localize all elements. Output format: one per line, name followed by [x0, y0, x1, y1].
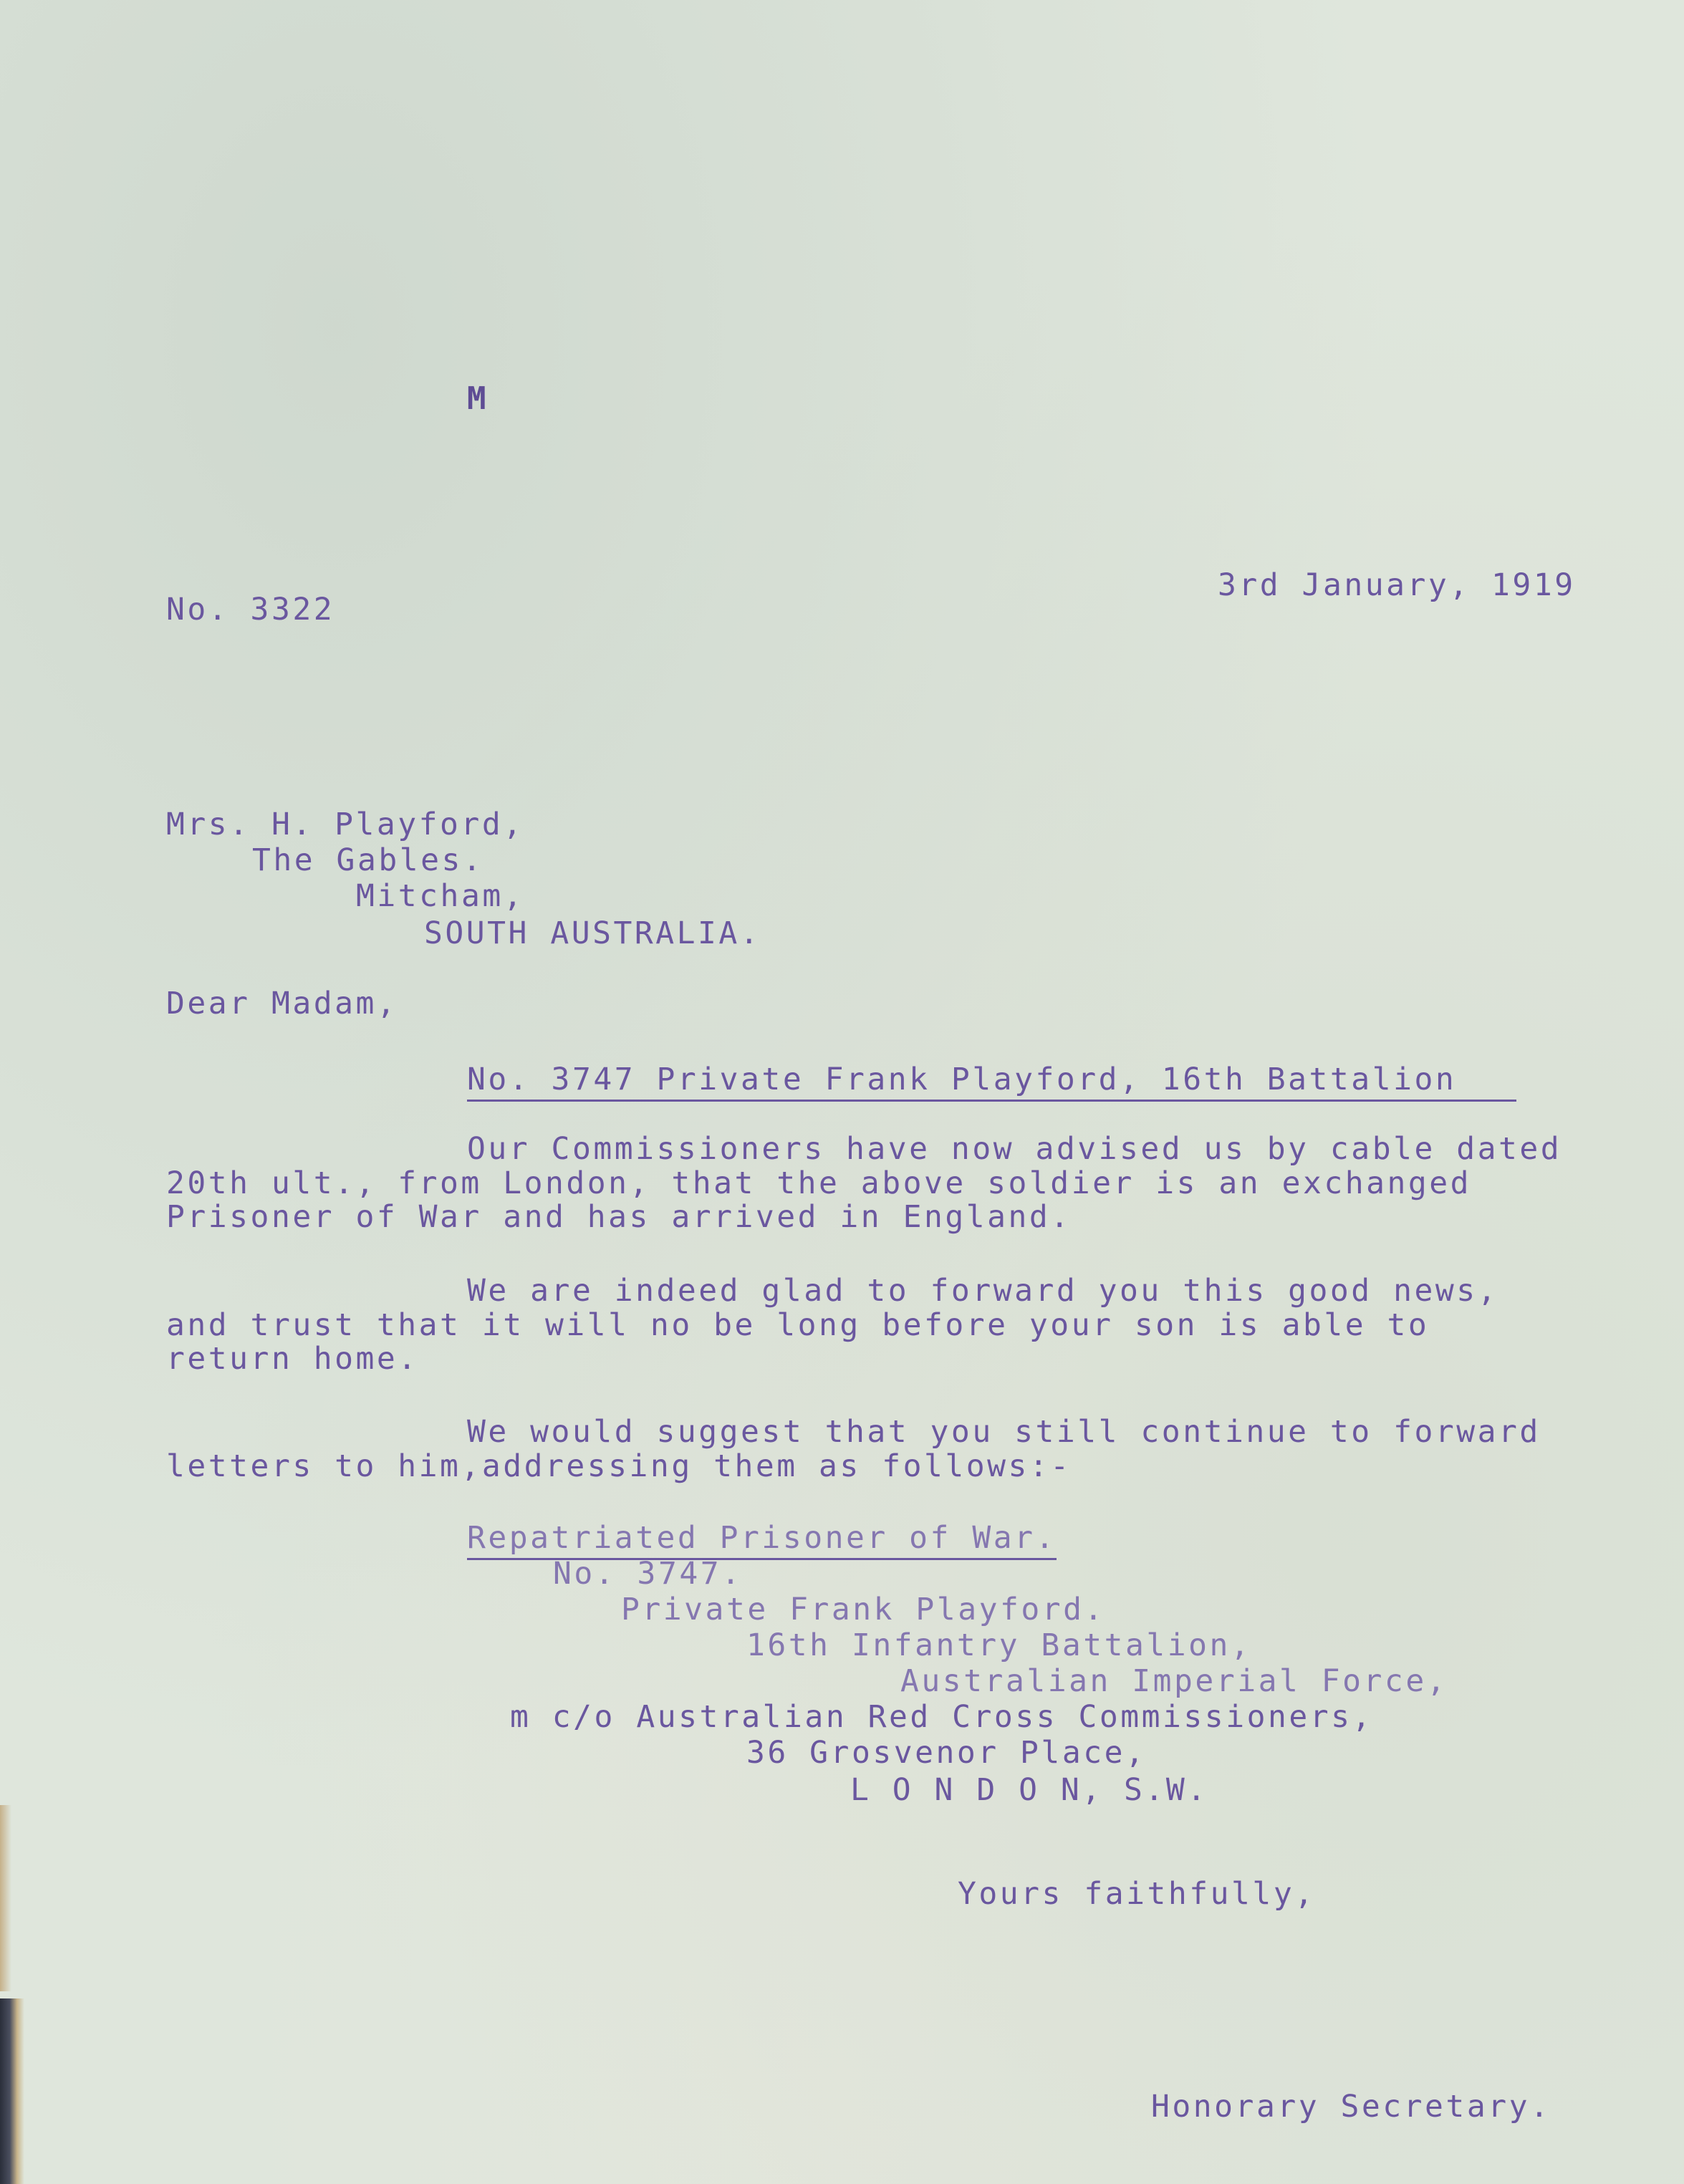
paragraph-line: 20th ult., from London, that the above soldier is an exchanged: [166, 1165, 1472, 1201]
page-edge-tab: [0, 1805, 11, 1991]
closing: Yours faithfully,: [958, 1876, 1316, 1912]
forwarding-line: 16th Infantry Battalion,: [746, 1627, 1252, 1663]
address-line: Mitcham,: [356, 878, 525, 914]
paragraph-line: letters to him,addressing them as follows:-: [166, 1448, 1072, 1484]
paragraph-line: We are indeed glad to forward you this good news,: [467, 1273, 1499, 1309]
forwarding-line: Repatriated Prisoner of War.: [467, 1521, 1057, 1560]
paragraph-line: and trust that it will no be long before your son is able to: [166, 1307, 1430, 1343]
forwarding-line: L O N D O N, S.W.: [850, 1772, 1208, 1808]
address-line: The Gables.: [252, 842, 484, 878]
address-line: SOUTH AUSTRALIA.: [424, 915, 761, 951]
address-line: Mrs. H. Playford,: [166, 807, 524, 842]
forwarding-line: Australian Imperial Force,: [900, 1663, 1448, 1699]
letter-date: 3rd January, 1919: [1218, 567, 1576, 603]
paragraph-line: Prisoner of War and has arrived in England.: [166, 1199, 1072, 1235]
letter-mark: M: [467, 380, 489, 417]
paragraph-line: return home.: [166, 1341, 419, 1377]
signature-title: Honorary Secretary.: [1151, 2089, 1551, 2125]
forwarding-line: Private Frank Playford.: [621, 1592, 1105, 1627]
forwarding-line: m c/o Australian Red Cross Commissioners,: [510, 1699, 1373, 1735]
page-edge-binding: [0, 1998, 24, 2184]
paragraph-line: We would suggest that you still continue to forward: [467, 1414, 1541, 1450]
reference-number: No. 3322: [166, 592, 335, 627]
salutation: Dear Madam,: [166, 986, 398, 1021]
forwarding-line: 36 Grosvenor Place,: [746, 1735, 1147, 1771]
forwarding-line: No. 3747.: [553, 1556, 743, 1592]
subject-line: No. 3747 Private Frank Playford, 16th Battalion: [467, 1062, 1516, 1102]
paragraph-line: Our Commissioners have now advised us by cable dated: [467, 1131, 1562, 1167]
